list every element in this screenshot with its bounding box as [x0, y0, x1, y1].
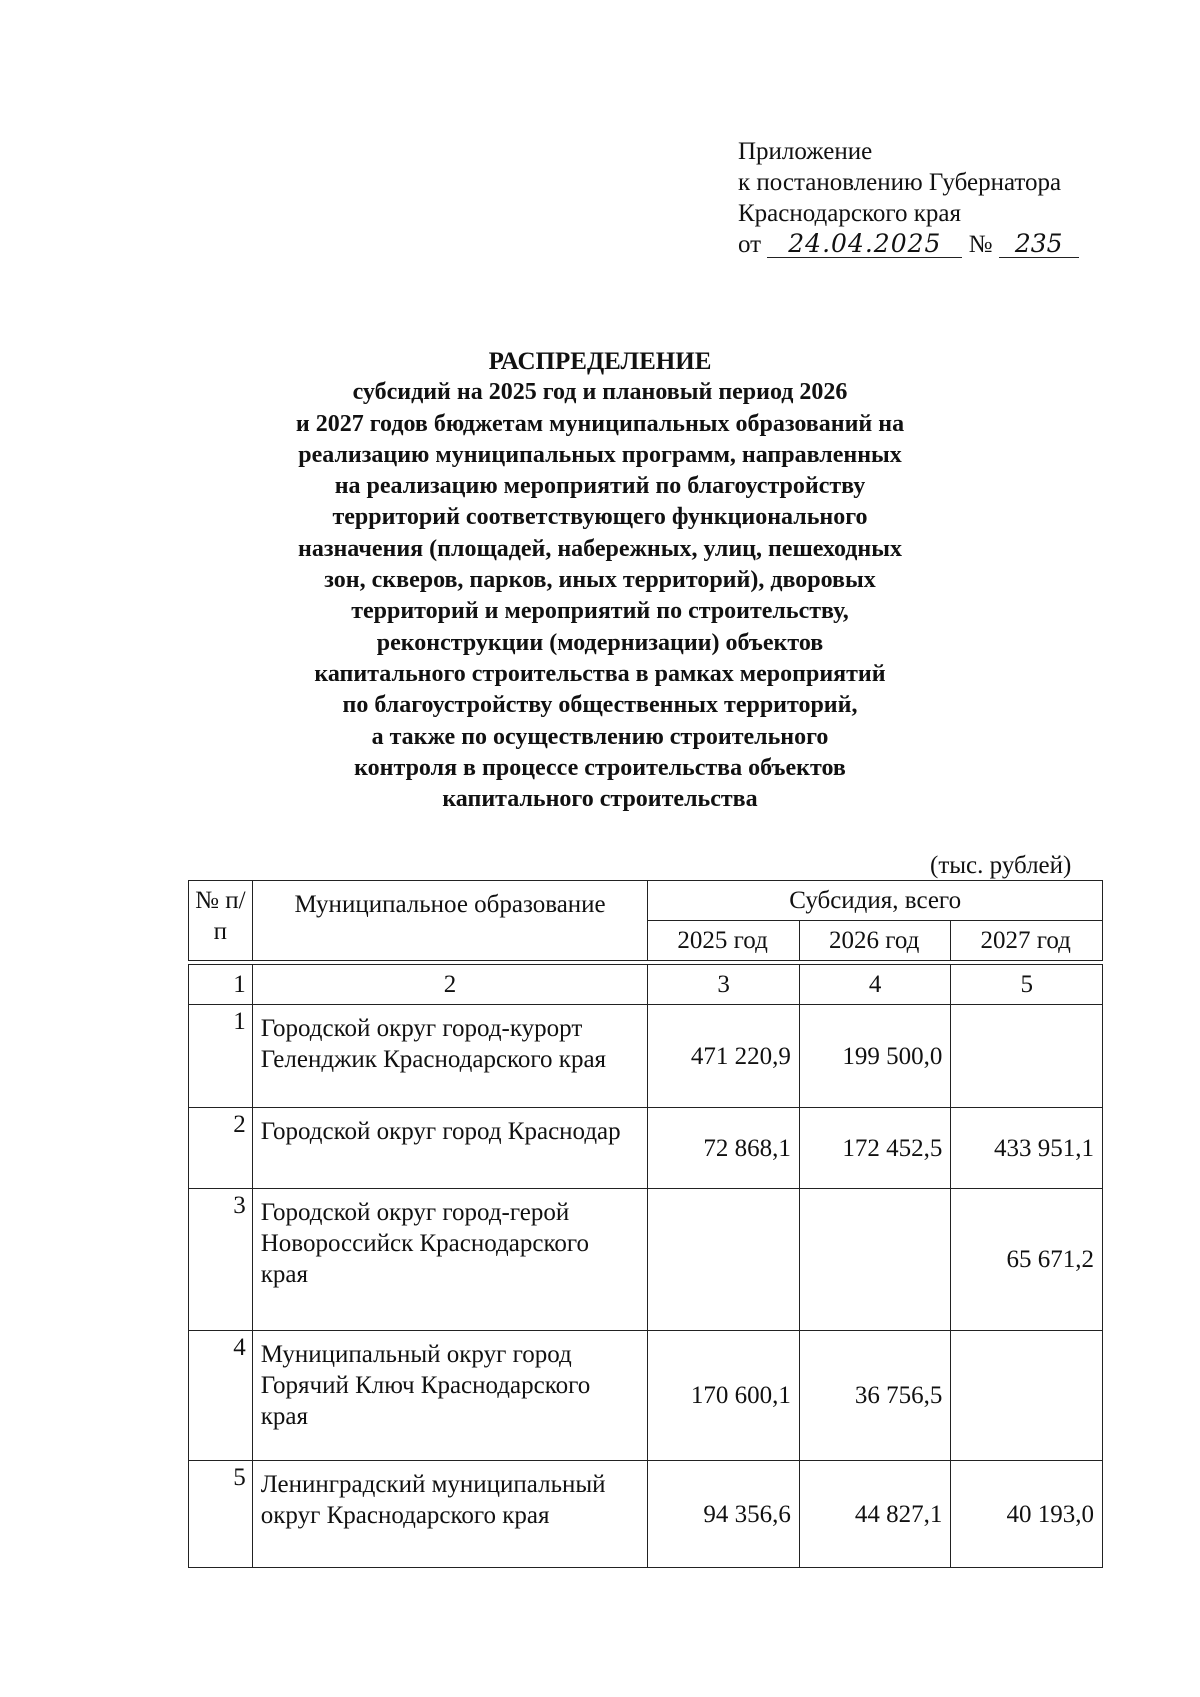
header-num: № п/п — [189, 881, 253, 961]
row-value-2025 — [648, 1189, 800, 1331]
row-value-2027: 433 951,1 — [951, 1108, 1103, 1189]
title-line: капитального строительства в рамках мероприятий — [314, 660, 886, 687]
row-municipality: Муниципальный округ город Горячий Ключ Краснодарского края — [252, 1331, 648, 1461]
number-prefix: № — [968, 231, 993, 258]
row-value-2026 — [799, 1189, 951, 1331]
title-line: и 2027 годов бюджетам муниципальных образований на — [295, 410, 905, 437]
header-year-2027: 2027 год — [951, 921, 1103, 961]
index-cell: 1 — [189, 965, 253, 1005]
attachment-line-3: Краснодарского края — [738, 200, 961, 227]
row-value-2027: 65 671,2 — [951, 1189, 1103, 1331]
table-header-row — [189, 881, 1103, 921]
row-value-2026: 36 756,5 — [799, 1331, 951, 1461]
document-title — [250, 346, 950, 815]
header-name: Муниципальное образование — [252, 881, 648, 961]
attachment-line-1: Приложение — [738, 138, 873, 165]
table-row — [189, 1461, 1103, 1568]
row-value-2027: 40 193,0 — [951, 1461, 1103, 1568]
title-line: капитального строительства — [442, 786, 758, 813]
title-line: назначения (площадей, набережных, улиц, пешеходных — [297, 535, 902, 562]
row-value-2026: 199 500,0 — [799, 1005, 951, 1108]
row-value-2025: 170 600,1 — [648, 1331, 800, 1461]
handwritten-number: 235 — [999, 230, 1079, 258]
title-heading: РАСПРЕДЕЛЕНИЕ — [488, 348, 712, 375]
row-number: 4 — [189, 1331, 253, 1461]
index-cell: 4 — [799, 965, 951, 1005]
index-cell: 3 — [648, 965, 800, 1005]
header-year-2026: 2026 год — [799, 921, 951, 961]
title-line: а также по осуществлению строительного — [371, 723, 829, 750]
row-municipality: Городской округ город-курорт Геленджик Краснодарского края — [252, 1005, 648, 1108]
header-subsidy: Субсидия, всего — [648, 881, 1103, 921]
row-number: 3 — [189, 1189, 253, 1331]
row-value-2025: 471 220,9 — [648, 1005, 800, 1108]
handwritten-date: 24.04.2025 — [767, 230, 962, 258]
index-cell: 2 — [252, 965, 648, 1005]
table-row — [189, 1331, 1103, 1461]
title-line: зон, скверов, парков, иных территорий), дворовых — [324, 567, 876, 594]
row-municipality: Ленинградский муниципальный округ Краснодарского края — [252, 1461, 648, 1568]
row-municipality: Городской округ город-герой Новороссийск Краснодарского края — [252, 1189, 648, 1331]
table-row — [189, 1108, 1103, 1189]
title-line: контроля в процессе строительства объектов — [354, 754, 846, 781]
attachment-date-line — [738, 229, 1079, 260]
title-line: территорий соответствующего функционального — [332, 504, 868, 531]
row-number: 2 — [189, 1108, 253, 1189]
column-index-row — [189, 965, 1103, 1005]
title-line: реализацию муниципальных программ, направленных — [298, 441, 902, 468]
title-line: территорий и мероприятий по строительству, — [351, 598, 849, 625]
attachment-block — [738, 136, 1079, 260]
title-line: на реализацию мероприятий по благоустройству — [334, 473, 866, 500]
index-cell: 5 — [951, 965, 1103, 1005]
row-number: 1 — [189, 1005, 253, 1108]
title-line: по благоустройству общественных территорий, — [342, 692, 858, 719]
row-value-2026: 172 452,5 — [799, 1108, 951, 1189]
row-value-2027 — [951, 1005, 1103, 1108]
row-municipality: Городской округ город Краснодар — [252, 1108, 648, 1189]
row-number: 5 — [189, 1461, 253, 1568]
row-value-2026: 44 827,1 — [799, 1461, 951, 1568]
row-value-2027 — [951, 1331, 1103, 1461]
table-row — [189, 1189, 1103, 1331]
row-value-2025: 72 868,1 — [648, 1108, 800, 1189]
table-row — [189, 1005, 1103, 1108]
date-prefix: от — [738, 231, 762, 258]
attachment-line-2: к постановлению Губернатора — [738, 169, 1062, 196]
row-value-2025: 94 356,6 — [648, 1461, 800, 1568]
subsidy-table — [188, 880, 1103, 1568]
title-line: реконструкции (модернизации) объектов — [376, 629, 824, 656]
units-label: (тыс. рублей) — [930, 852, 1072, 879]
header-year-2025: 2025 год — [648, 921, 800, 961]
title-line: субсидий на 2025 год и плановый период 2026 — [352, 379, 848, 406]
